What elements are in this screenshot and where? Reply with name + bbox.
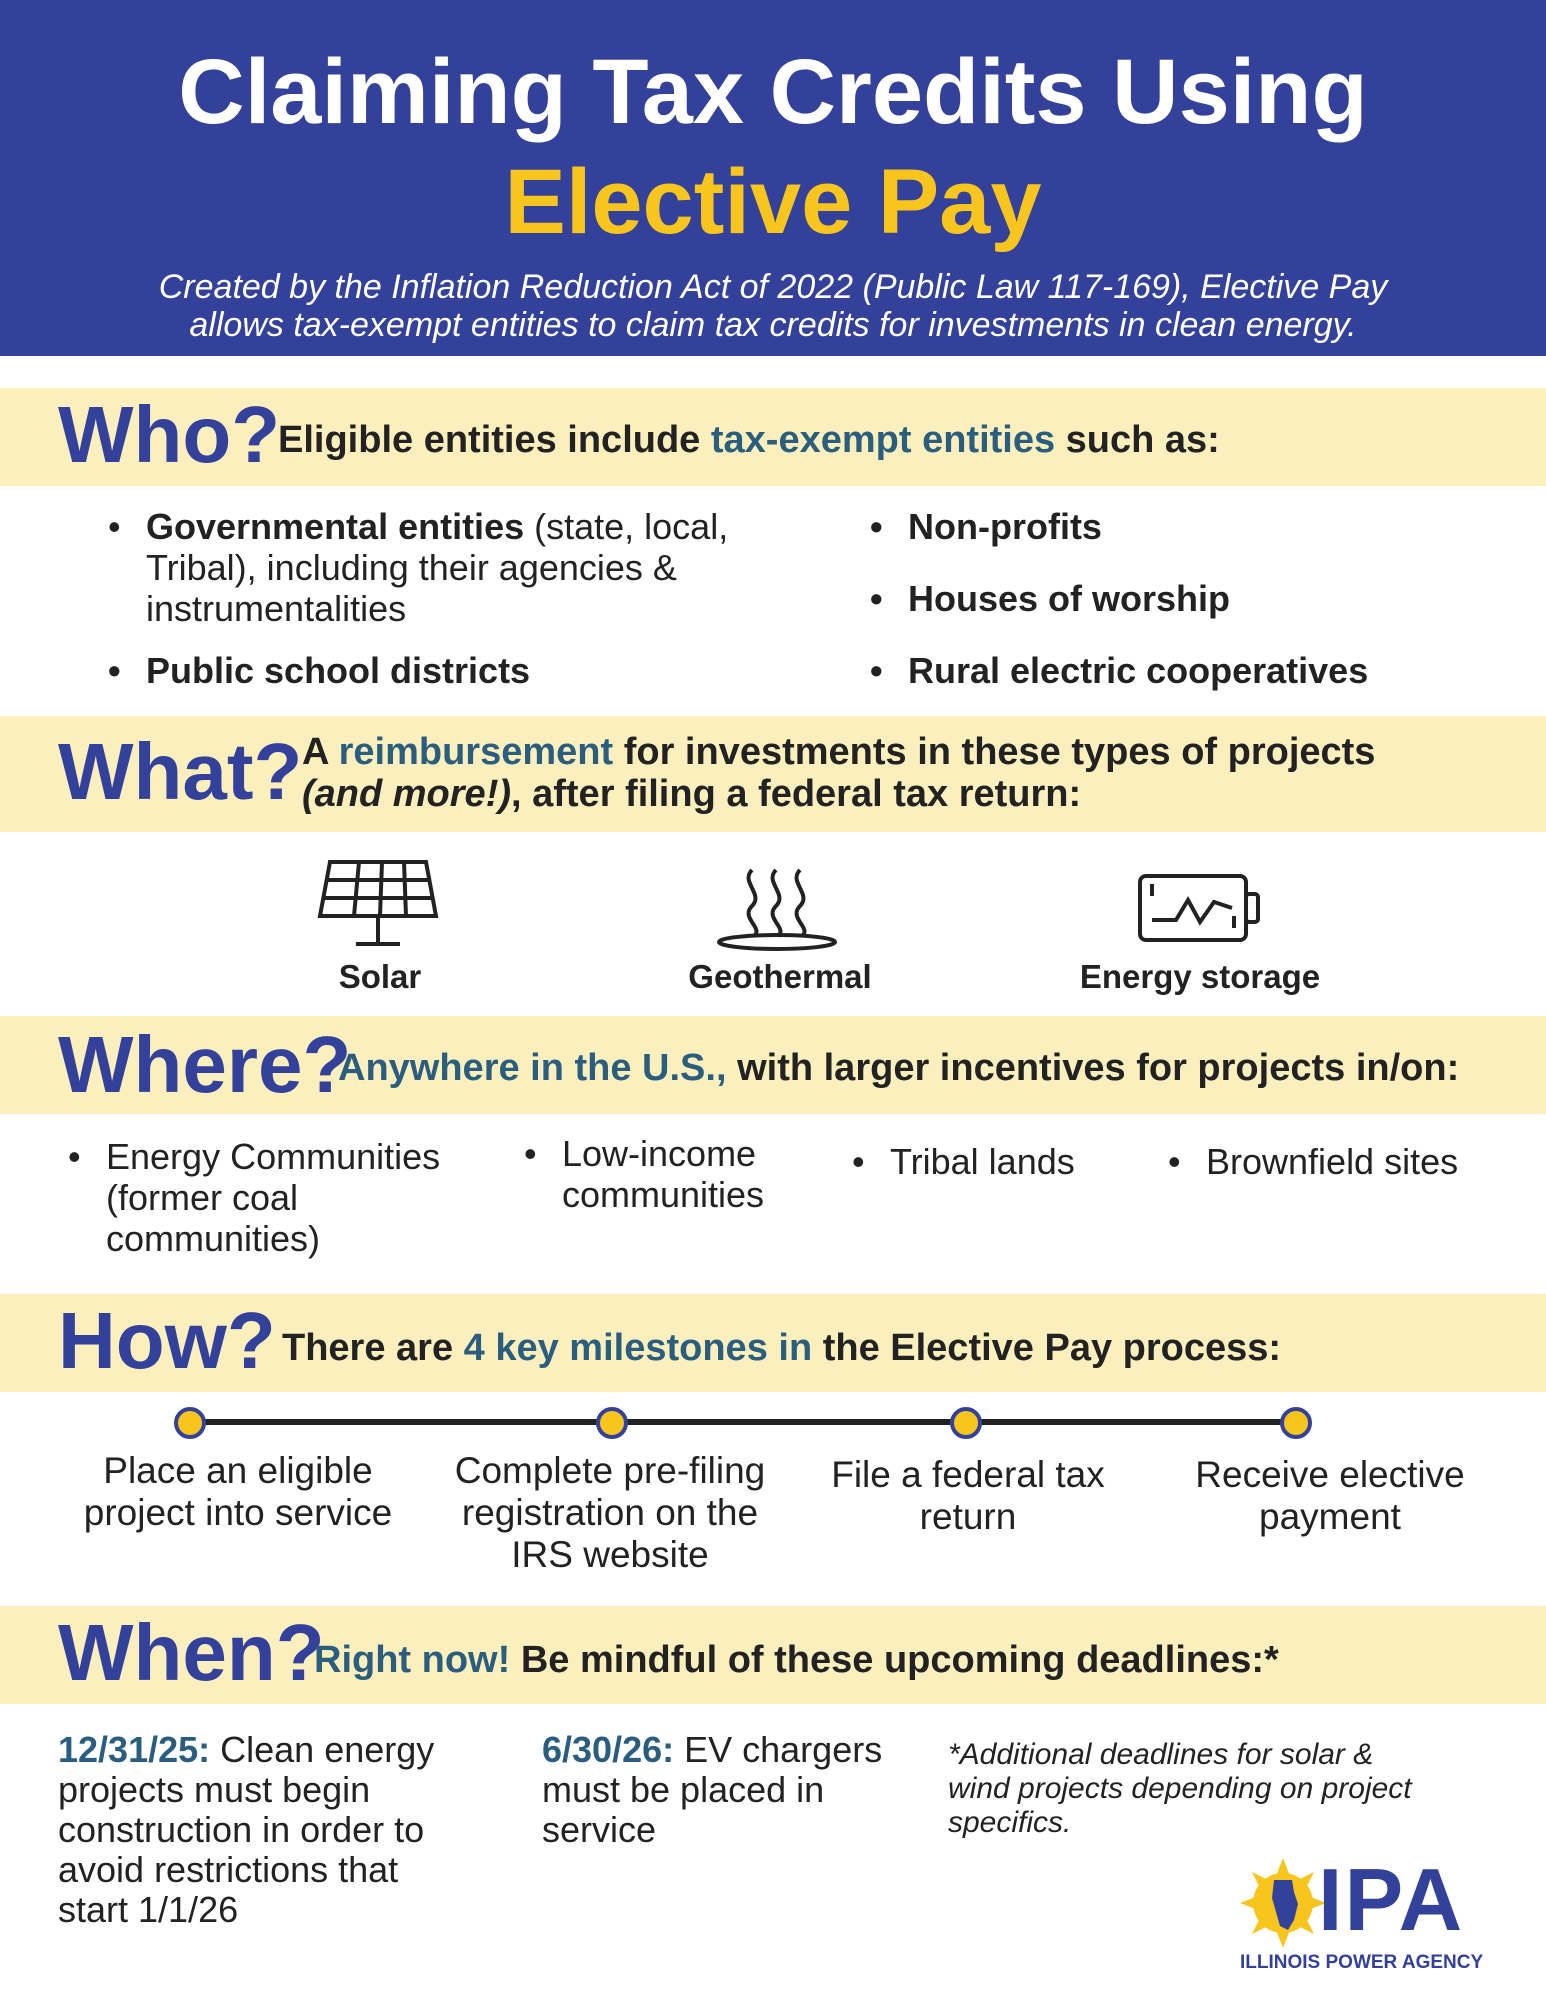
who-item-school: • Public school districts [146, 650, 530, 691]
geothermal-icon [714, 866, 840, 952]
who-item-nonprofits: • Non-profits [908, 506, 1102, 547]
milestone-dot-3 [950, 1407, 982, 1439]
title-line-2: Elective Pay [504, 151, 1042, 253]
battery-icon [1136, 872, 1264, 944]
when-heading: When? [58, 1608, 325, 1697]
what-heading: What? [58, 727, 303, 816]
deadline-footnote: *Additional deadlines for solar & wind projects depending on project specifics. [948, 1738, 1412, 1839]
milestone-2: Complete pre-filing registration on the IRS website [454, 1450, 766, 1575]
logo-text: IPA [1318, 1850, 1465, 1949]
sunflower-icon [1240, 1858, 1326, 1948]
how-heading: How? [58, 1296, 276, 1385]
who-text: Eligible entities include tax-exempt entities such as: [278, 419, 1220, 461]
where-item-tribal: • Tribal lands [890, 1141, 1075, 1182]
how-text: There are 4 key milestones in the Elective Pay process: [282, 1327, 1282, 1369]
milestone-1: Place an eligible project into service [83, 1450, 393, 1533]
milestone-4: Receive elective payment [1195, 1454, 1465, 1537]
deadline-1: 12/31/25: Clean energy projects must begin construction in order to avoid restrictions that start 1/1/26 [58, 1729, 435, 1930]
where-heading: Where? [58, 1020, 352, 1109]
project-label-solar: Solar [338, 958, 422, 995]
deadline-2: 6/30/26: EV chargers must be placed in service [542, 1729, 883, 1850]
milestone-dot-2 [596, 1407, 628, 1439]
who-item-worship: • Houses of worship [908, 578, 1230, 619]
who-heading: Who? [58, 390, 281, 479]
where-text: Anywhere in the U.S., with larger incentives for projects in/on: [338, 1047, 1460, 1089]
milestone-3: File a federal tax return [831, 1454, 1105, 1537]
who-item-governmental: • Governmental entities (state, local, Tribal), including their agencies & instrumentalities [146, 506, 786, 629]
timeline-line [190, 1419, 1296, 1425]
logo-subtitle: ILLINOIS POWER AGENCY [1240, 1952, 1484, 1973]
milestone-dot-1 [174, 1407, 206, 1439]
project-label-geothermal: Geothermal [688, 958, 872, 995]
header-banner [0, 0, 1546, 356]
where-item-energy-communities: • Energy Communities (former coal communities) [106, 1136, 440, 1259]
where-item-low-income: • Low-income communities [562, 1133, 764, 1215]
subtitle: Created by the Inflation Reduction Act of 2022 (Public Law 117-169), Elective Pay allows tax-exempt entities to claim tax credits for investments in clean energy. [158, 268, 1388, 344]
who-item-rural: • Rural electric cooperatives [908, 650, 1368, 691]
where-item-brownfield: • Brownfield sites [1206, 1141, 1458, 1182]
solar-panel-icon [316, 858, 440, 948]
when-text: Right now! Be mindful of these upcoming deadlines:* [314, 1639, 1279, 1681]
milestone-dot-4 [1280, 1407, 1312, 1439]
what-text: A reimbursement for investments in these types of projects (and more!), after filing a federal tax return: [302, 731, 1376, 815]
project-label-storage: Energy storage [1079, 958, 1321, 995]
ipa-logo [1240, 1852, 1500, 1982]
title-line-1: Claiming Tax Credits Using [178, 41, 1368, 143]
